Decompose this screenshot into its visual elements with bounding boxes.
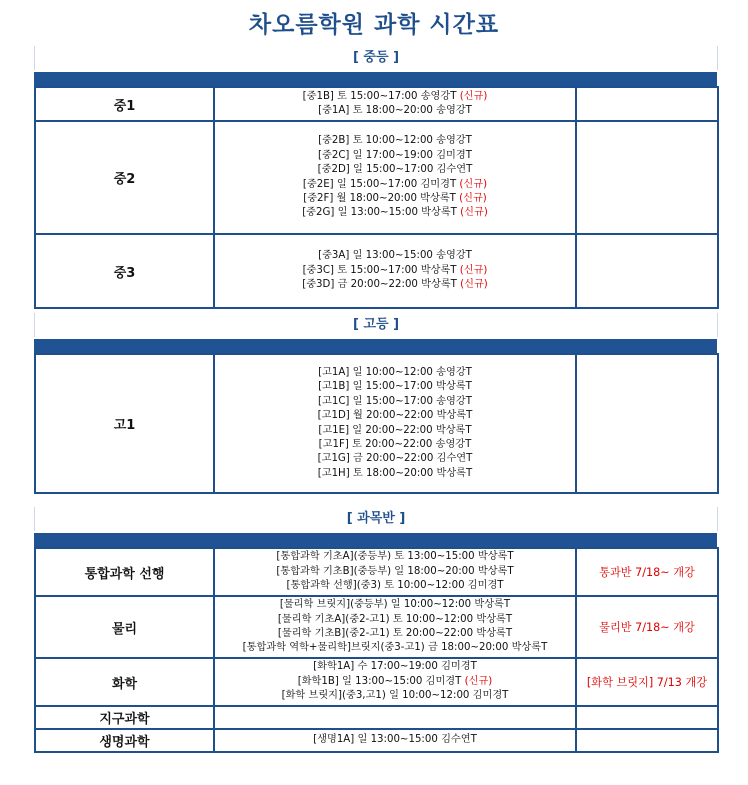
note-cell — [576, 706, 718, 729]
class-text: [통합과학 기초A](중등부) 토 13:00~15:00 박상록T — [276, 551, 514, 563]
class-entry — [215, 264, 575, 278]
section-header-subject: [ 과목반 ] — [34, 507, 718, 531]
class-entry — [215, 565, 575, 579]
row-label: 화학 — [35, 658, 214, 706]
row-label: 생명과학 — [35, 729, 214, 752]
class-entry — [215, 149, 575, 163]
table-row — [35, 658, 718, 706]
class-entry — [215, 409, 575, 423]
class-text: [중3A] 일 13:00~15:00 송영강T — [318, 250, 472, 262]
class-entry — [215, 452, 575, 466]
class-entry — [215, 278, 575, 292]
class-entry — [215, 249, 575, 263]
class-text: [통합과학 기초B](중등부) 일 18:00~20:00 박상록T — [276, 565, 514, 577]
class-text: [중2D] 일 15:00~17:00 김수연T — [317, 164, 473, 176]
class-entry — [215, 627, 575, 641]
class-entry — [215, 178, 575, 192]
table-row — [35, 729, 718, 752]
class-text: [고1A] 일 10:00~12:00 송영강T — [318, 366, 472, 378]
class-entry — [215, 550, 575, 564]
class-text: [중2C] 일 17:00~19:00 김미경T — [318, 149, 472, 161]
table-row — [35, 706, 718, 729]
class-text: [물리학 기초B](중2-고1) 토 20:00~22:00 박상록T — [277, 628, 513, 639]
class-text: [고1G] 금 20:00~22:00 김수연T — [317, 453, 473, 465]
class-entry — [215, 163, 575, 177]
class-list — [214, 121, 576, 234]
class-entry — [215, 660, 575, 674]
section-header-middle: [ 중등 ] — [34, 46, 718, 70]
high-table — [34, 353, 719, 494]
class-text: [화학1B] 일 13:00~15:00 김미경T — [297, 675, 462, 687]
note-cell — [576, 234, 718, 308]
new-badge: (신규) — [456, 279, 488, 291]
class-text: [고1F] 토 20:00~22:00 송영강T — [318, 438, 472, 450]
row-label: 중1 — [35, 87, 214, 121]
class-text: [중3C] 토 15:00~17:00 박상록T — [302, 264, 457, 276]
class-text: [고1H] 토 18:00~20:00 박상록T — [317, 467, 473, 479]
table-row — [35, 596, 718, 658]
note-cell — [576, 121, 718, 234]
note-cell — [576, 729, 718, 752]
class-entry — [215, 424, 575, 438]
row-label: 지구과학 — [35, 706, 214, 729]
class-list — [214, 234, 576, 308]
class-list — [214, 354, 576, 493]
new-badge: (신규) — [456, 207, 488, 219]
table-row — [35, 234, 718, 308]
class-entry — [215, 598, 575, 612]
class-text: [통합과학 역학+물리학]브릿지(중3-고1) 금 18:00~20:00 박상록T — [242, 642, 548, 654]
section-bar-middle — [34, 72, 717, 86]
class-text: [고1D] 월 20:00~22:00 박상록T — [317, 410, 473, 422]
class-text: [통합과학 선행](중3) 토 10:00~12:00 김미경T — [286, 580, 504, 592]
class-text: [중3D] 금 20:00~22:00 박상록T — [302, 279, 457, 291]
class-list — [214, 548, 576, 596]
class-text: [화학 브릿지](중3,고1) 일 10:00~12:00 김미경T — [281, 690, 509, 702]
class-entry — [215, 613, 575, 627]
class-text: [고1E] 일 20:00~22:00 박상록T — [318, 424, 472, 436]
class-list — [214, 658, 576, 706]
class-entry — [215, 733, 575, 747]
note-cell — [576, 87, 718, 121]
note-cell: 통과반 7/18~ 개강 — [576, 548, 718, 596]
section-bar-high — [34, 339, 717, 353]
class-entry — [215, 104, 575, 118]
class-text: [중2F] 월 18:00~20:00 박상록T — [303, 192, 456, 204]
note-cell — [576, 354, 718, 493]
class-text: [중1B] 토 15:00~17:00 송영강T — [302, 90, 457, 102]
table-row — [35, 354, 718, 493]
new-badge: (신규) — [456, 264, 488, 276]
class-text: [물리학 기초A](중2-고1) 토 10:00~12:00 박상록T — [277, 613, 513, 625]
class-text: [생명1A] 일 13:00~15:00 김수연T — [313, 734, 477, 746]
row-label: 물리 — [35, 596, 214, 658]
class-entry — [215, 579, 575, 593]
class-text: [중2G] 일 13:00~15:00 박상록T — [302, 207, 457, 219]
row-label: 고1 — [35, 354, 214, 493]
section-bar-subject — [34, 533, 717, 547]
table-row — [35, 87, 718, 121]
class-entry — [215, 467, 575, 481]
subject-table — [34, 547, 719, 753]
class-entry — [215, 689, 575, 703]
table-row — [35, 548, 718, 596]
table-row — [35, 121, 718, 234]
class-text: [중2E] 일 15:00~17:00 김미경T — [302, 178, 457, 190]
class-list — [214, 596, 576, 658]
class-entry — [215, 641, 575, 655]
class-entry — [215, 395, 575, 409]
new-badge: (신규) — [455, 192, 487, 204]
class-entry — [215, 206, 575, 220]
class-text: [화학1A] 수 17:00~19:00 김미경T — [313, 661, 477, 673]
new-badge: (신규) — [456, 178, 488, 190]
class-text: [고1B] 일 15:00~17:00 박상록T — [318, 381, 472, 393]
note-cell: [화학 브릿지] 7/13 개강 — [576, 658, 718, 706]
section-header-high: [ 고등 ] — [34, 313, 718, 337]
class-text: [중1A] 토 18:00~20:00 송영강T — [318, 105, 472, 116]
row-label: 통합과학 선행 — [35, 548, 214, 596]
class-text: [중2B] 토 10:00~12:00 송영강T — [318, 135, 472, 147]
note-cell: 물리반 7/18~ 개강 — [576, 596, 718, 658]
class-entry — [215, 438, 575, 452]
class-entry — [215, 366, 575, 380]
row-label: 중2 — [35, 121, 214, 234]
class-list — [214, 706, 576, 729]
class-entry — [215, 675, 575, 689]
class-list — [214, 87, 576, 121]
class-entry — [215, 134, 575, 148]
row-label: 중3 — [35, 234, 214, 308]
new-badge: (신규) — [461, 675, 493, 687]
page-title: 차오름학원 과학 시간표 — [248, 12, 500, 38]
new-badge: (신규) — [456, 90, 488, 102]
middle-table — [34, 86, 719, 309]
class-entry — [215, 90, 575, 104]
class-text: [고1C] 일 15:00~17:00 송영강T — [318, 395, 472, 407]
class-entry — [215, 380, 575, 394]
class-list — [214, 729, 576, 752]
class-entry — [215, 192, 575, 206]
class-text: [물리학 브릿지](중등부) 일 10:00~12:00 박상록T — [279, 599, 511, 611]
